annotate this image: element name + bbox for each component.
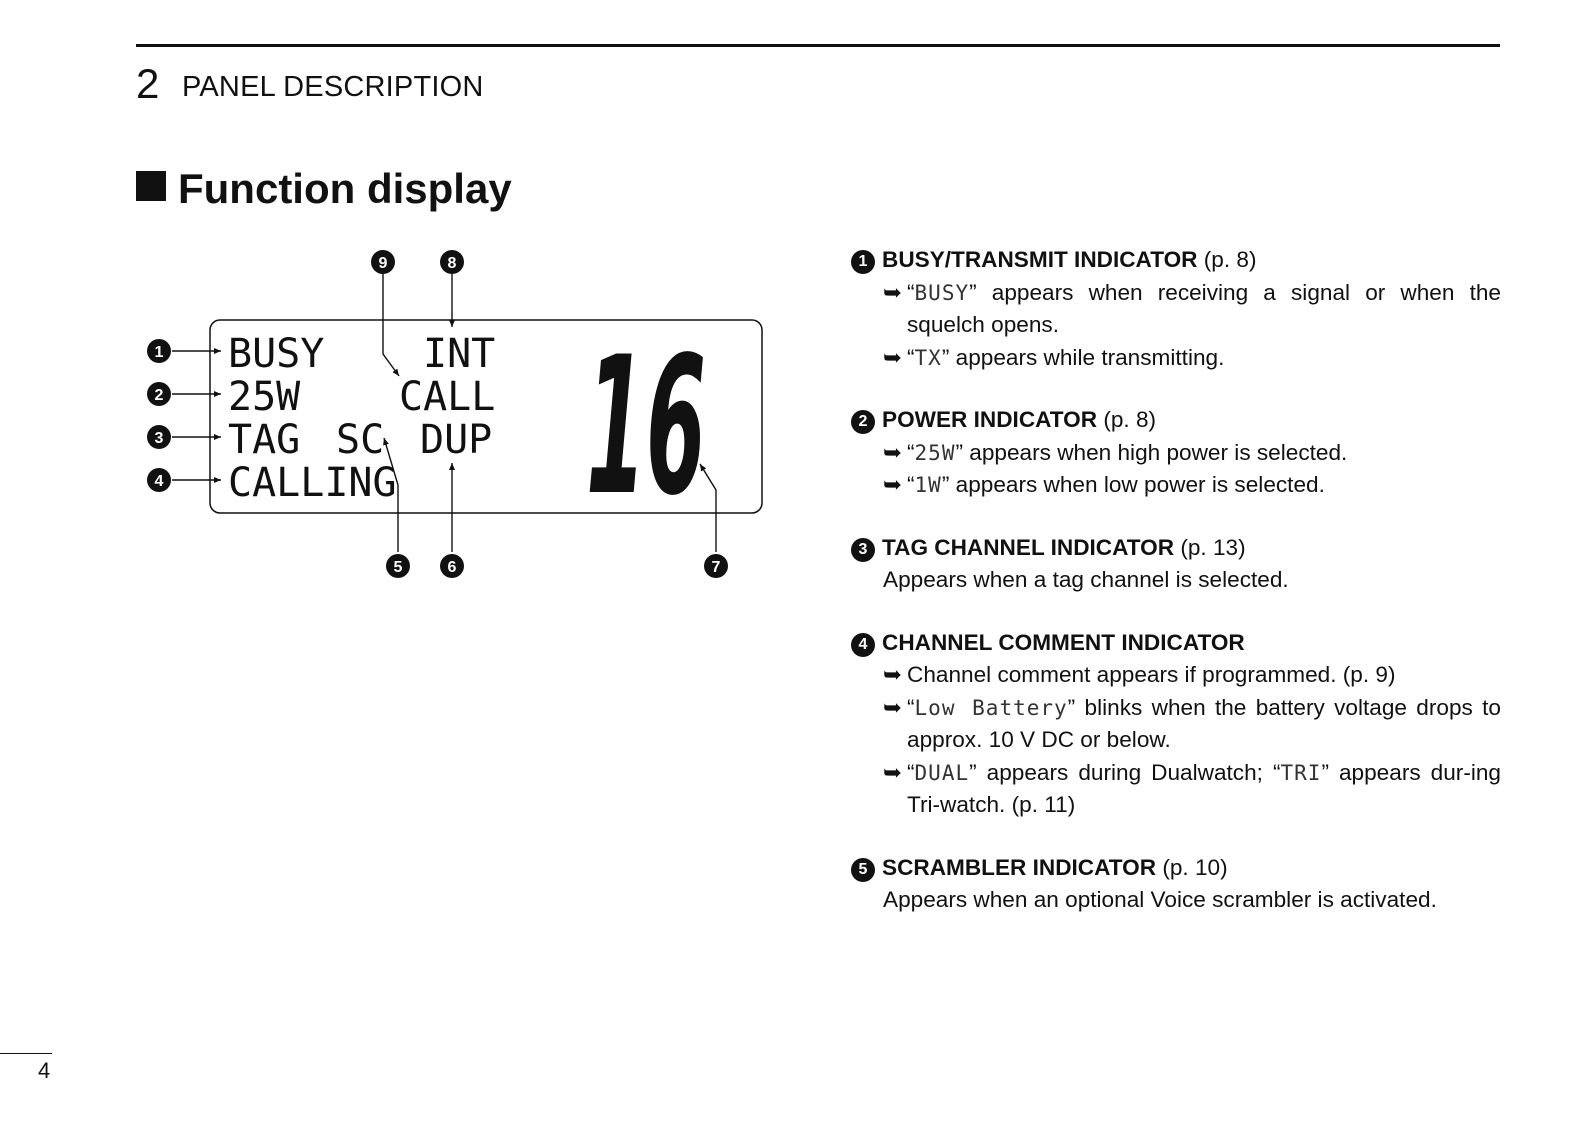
arrow-right-icon: ➥ <box>883 344 902 370</box>
bullet: ➥ Channel comment appears if programmed. (p. 9) <box>851 659 1501 692</box>
bullet: ➥ “Low Battery” blinks when the battery voltage drops to approx. 10 V DC or below. <box>851 692 1501 757</box>
chapter-number: 2 <box>136 60 160 107</box>
item-number-badge: 4 <box>851 633 875 657</box>
lcd-sc: SC <box>336 417 385 463</box>
item-number-badge: 1 <box>851 250 875 274</box>
callout-9: 9 <box>378 255 388 272</box>
item-ref: (p. 10) <box>1156 854 1228 880</box>
item-power <box>851 404 1501 502</box>
item-ref: (p. 8) <box>1197 247 1257 272</box>
page-rule <box>0 1053 52 1054</box>
arrow-right-icon: ➥ <box>883 279 902 305</box>
bullet: ➥ “TX” appears while transmitting. <box>851 342 1501 375</box>
item-number-badge: 3 <box>851 538 875 562</box>
bullet: ➥ “BUSY” appears when receiving a signal or when the squelch opens. <box>851 277 1501 342</box>
arrow-right-icon: ➥ <box>883 439 902 465</box>
item-ref: (p. 13) <box>1174 534 1246 560</box>
bullet: ➥ “1W” appears when low power is selected. <box>851 469 1501 502</box>
section-title-text: Function display <box>178 165 512 212</box>
callout-2: 2 <box>154 387 164 404</box>
item-text: Appears when a tag channel is selected. <box>883 567 1289 592</box>
lcd-diagram <box>0 0 780 600</box>
arrow-right-icon: ➥ <box>883 759 902 785</box>
lcd-dup: DUP <box>420 417 493 463</box>
item-number-badge: 5 <box>851 858 875 882</box>
item-scrambler <box>851 852 1501 917</box>
item-title: SCRAMBLER INDICATOR <box>882 854 1157 880</box>
lcd-channel-number: 16 <box>586 316 706 537</box>
callout-5: 5 <box>393 559 403 576</box>
chapter-title: PANEL DESCRIPTION <box>182 71 484 103</box>
lcd-busy: BUSY <box>228 331 325 377</box>
callout-4: 4 <box>154 473 164 490</box>
arrow-right-icon: ➥ <box>883 472 902 497</box>
item-busy-transmit <box>851 244 1501 374</box>
item-tag-channel <box>851 532 1501 597</box>
item-number-badge: 2 <box>851 410 875 434</box>
item-ref: (p. 8) <box>1097 407 1157 432</box>
leader-9 <box>383 274 399 376</box>
lcd-int: INT <box>423 331 496 377</box>
callout-8: 8 <box>447 255 457 272</box>
lcd-calling: CALLING <box>228 460 397 506</box>
page-number: 4 <box>38 1058 51 1083</box>
callout-7: 7 <box>711 559 721 576</box>
item-title: CHANNEL COMMENT INDICATOR <box>882 629 1245 655</box>
item-title: BUSY/TRANSMIT INDICATOR <box>882 247 1198 272</box>
callout-1: 1 <box>154 344 164 361</box>
item-title: TAG CHANNEL INDICATOR <box>882 534 1175 560</box>
lcd-25w: 25W <box>228 374 301 420</box>
item-title: POWER INDICATOR <box>882 407 1098 432</box>
lcd-tag: TAG <box>228 417 301 463</box>
bullet: ➥ “25W” appears when high power is selected. <box>851 437 1501 470</box>
item-text: Appears when an optional Voice scrambler is activated. <box>883 887 1437 912</box>
callout-3: 3 <box>154 430 164 447</box>
lcd-call: CALL <box>399 374 496 420</box>
callout-6: 6 <box>447 559 457 576</box>
arrow-right-icon: ➥ <box>883 662 902 687</box>
arrow-right-icon: ➥ <box>883 694 902 720</box>
bullet: ➥ “DUAL” appears during Dualwatch; “TRI” appears dur-ing Tri-watch. (p. 11) <box>851 757 1501 822</box>
item-channel-comment <box>851 627 1501 822</box>
indicator-descriptions <box>851 244 1501 947</box>
